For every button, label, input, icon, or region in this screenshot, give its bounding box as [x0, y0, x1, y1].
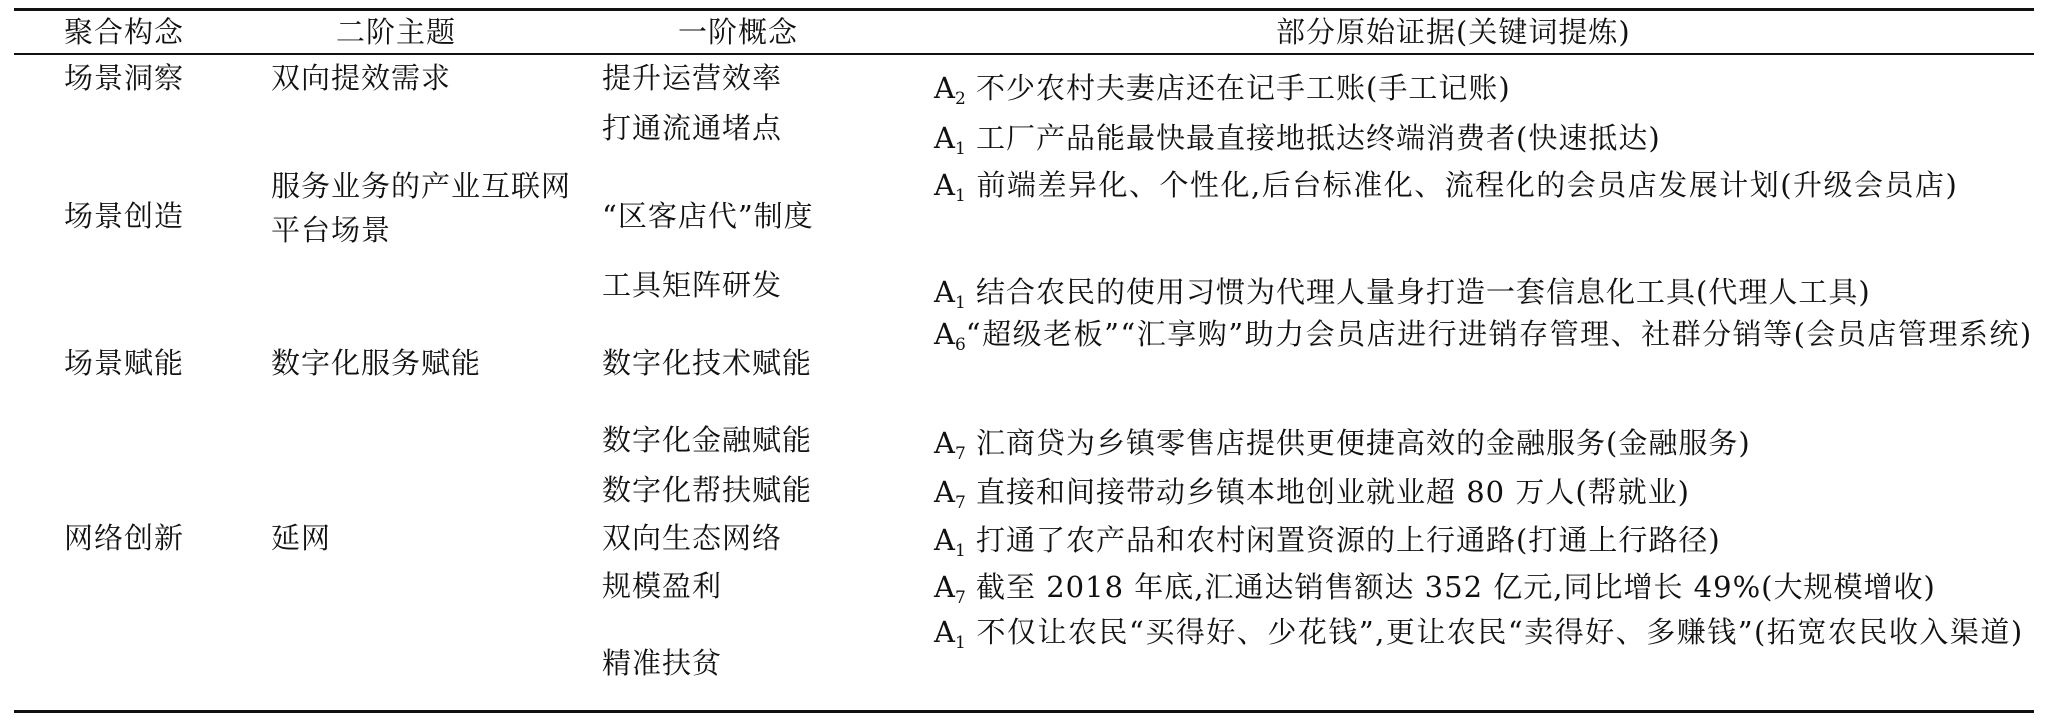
evidence-code-subscript: 1	[954, 139, 966, 159]
evidence-cell	[934, 470, 1690, 525]
concept-cell: 数字化帮扶赋能	[602, 473, 813, 507]
theme-cell: 双向提效需求	[271, 61, 452, 95]
concept-cell: “区客店代”制度	[602, 199, 814, 233]
evidence-code: A	[934, 523, 955, 557]
evidence-cell	[934, 66, 1511, 121]
evidence-text: 前端差异化、个性化,后台标准化、流程化的会员店发展计划(升级会员店)	[965, 168, 1959, 202]
concept-cell: 数字化技术赋能	[602, 346, 813, 380]
aggregate-cell: 场景创造	[64, 199, 185, 233]
evidence-text: 打通了农产品和农村闲置资源的上行通路(打通上行路径)	[965, 523, 1721, 557]
evidence-code: A	[934, 615, 955, 649]
evidence-code-subscript: 6	[954, 335, 966, 355]
evidence-cell	[934, 421, 1751, 476]
evidence-code: A	[934, 570, 955, 604]
evidence-code: A	[934, 475, 955, 509]
concept-cell: 打通流通堵点	[602, 111, 783, 145]
table-bottom-rule	[14, 710, 2034, 713]
aggregate-cell: 场景赋能	[64, 346, 185, 380]
evidence-text: 直接和间接带动乡镇本地创业就业超 80 万人(帮就业)	[965, 475, 1690, 509]
evidence-text: 汇商贷为乡镇零售店提供更便捷高效的金融服务(金融服务)	[965, 426, 1751, 460]
aggregate-cell: 网络创新	[64, 521, 185, 555]
evidence-code-subscript: 1	[954, 633, 966, 653]
evidence-code-subscript: 1	[954, 541, 966, 561]
evidence-code: A	[934, 121, 955, 155]
concept-cell: 双向生态网络	[602, 521, 783, 555]
evidence-code-subscript: 7	[954, 444, 966, 464]
concept-cell: 提升运营效率	[602, 61, 783, 95]
evidence-code-subscript: 1	[954, 293, 966, 313]
evidence-text: 不少农村夫妻店还在记手工账(手工记账)	[965, 71, 1511, 105]
evidence-code-subscript: 1	[954, 186, 966, 206]
evidence-code: A	[934, 168, 955, 202]
concept-cell: 工具矩阵研发	[602, 268, 783, 302]
header-aggregate: 聚合构念	[64, 15, 185, 49]
aggregate-cell: 场景洞察	[64, 61, 185, 95]
concept-cell: 精准扶贫	[602, 646, 723, 680]
evidence-cell	[934, 163, 2034, 218]
concept-cell: 规模盈利	[602, 569, 723, 603]
evidence-code: A	[934, 71, 955, 105]
evidence-text: 截至 2018 年底,汇通达销售额达 352 亿元,同比增长 49%(大规模增收)	[965, 570, 1936, 604]
evidence-cell	[934, 312, 2034, 367]
concept-cell: 数字化金融赋能	[602, 423, 813, 457]
evidence-code: A	[934, 426, 955, 460]
header-first-order-concept: 一阶概念	[678, 15, 799, 49]
evidence-text: 结合农民的使用习惯为代理人量身打造一套信息化工具(代理人工具)	[965, 275, 1871, 309]
evidence-code: A	[934, 275, 955, 309]
evidence-code-subscript: 2	[954, 89, 966, 109]
header-evidence: 部分原始证据(关键词提炼)	[1276, 15, 1631, 49]
theme-cell: 延网	[271, 521, 332, 555]
data-table	[14, 8, 2034, 713]
evidence-text: 工厂产品能最快最直接地抵达终端消费者(快速抵达)	[965, 121, 1661, 155]
evidence-text: 不仅让农民“买得好、少花钱”,更让农民“卖得好、多赚钱”(拓宽农民收入渠道)	[965, 615, 2024, 649]
theme-cell: 服务业务的产业互联网平台场景	[271, 169, 572, 247]
evidence-code-subscript: 7	[954, 493, 966, 513]
theme-cell: 数字化服务赋能	[271, 346, 482, 380]
evidence-code: A	[934, 317, 955, 351]
evidence-code-subscript: 7	[954, 588, 966, 608]
header-second-order-theme: 二阶主题	[336, 15, 457, 49]
evidence-text: “超级老板”“汇享购”助力会员店进行进销存管理、社群分销等(会员店管理系统)	[965, 317, 2033, 351]
evidence-cell	[934, 610, 2034, 665]
table-top-rule	[14, 8, 2034, 11]
table-header-rule	[14, 53, 2034, 55]
